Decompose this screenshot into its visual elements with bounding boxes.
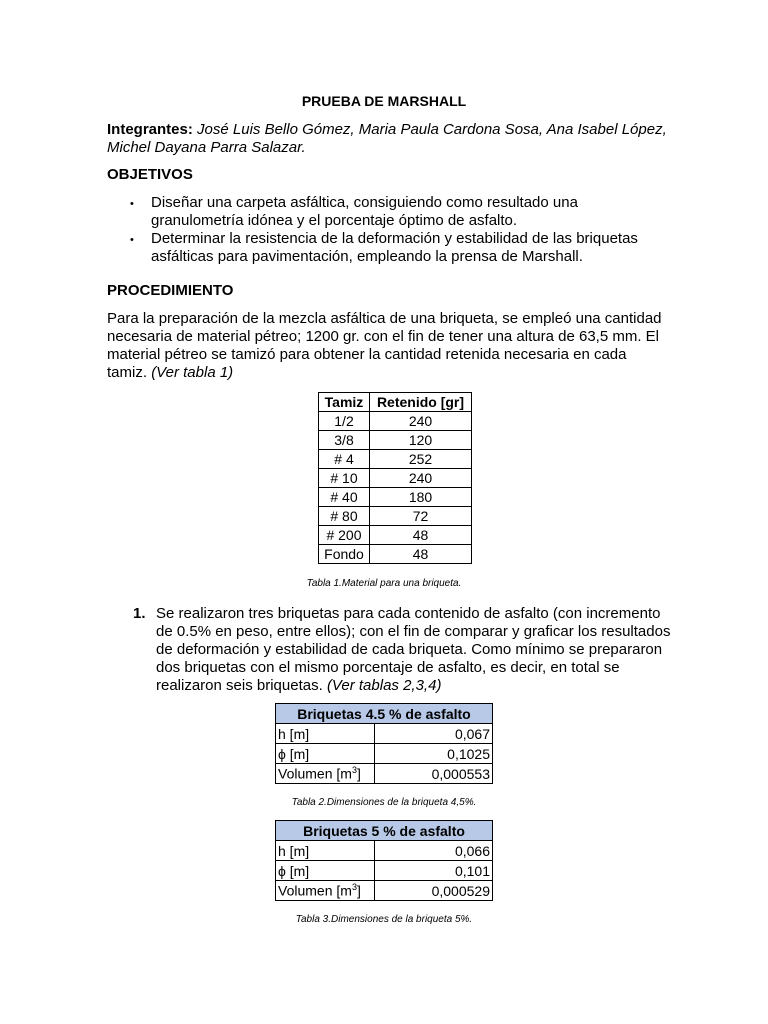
table-cell: 252 xyxy=(370,450,472,469)
objetivo-text: Diseñar una carpeta asfáltica, consiguiendo como resultado una granulometría idónea y el porcentaje óptimo de asfalto. xyxy=(151,194,578,229)
table-cell: 240 xyxy=(370,412,472,431)
label-exponent: 3 xyxy=(351,765,357,776)
objetivos-heading: OBJETIVOS xyxy=(107,166,193,183)
table-row xyxy=(319,488,472,507)
table-cell-value: 0,1025 xyxy=(375,744,493,764)
table-cell-label: ϕ [m] xyxy=(276,861,375,881)
table-cell-value: 0,101 xyxy=(375,861,493,881)
tabla-1 xyxy=(318,392,472,564)
table-cell-label: h [m] xyxy=(276,724,375,744)
table-cell-label xyxy=(276,764,375,784)
table-header-row xyxy=(276,821,493,841)
integrantes-paragraph xyxy=(107,121,667,157)
table-row xyxy=(276,841,493,861)
label-end: ] xyxy=(356,882,361,899)
table-row xyxy=(319,469,472,488)
procedimiento-paragraph xyxy=(107,310,667,382)
label-exponent: 3 xyxy=(351,882,357,893)
table-header-cell: Briquetas 5 % de asfalto xyxy=(276,821,493,841)
table-header-cell: Tamiz xyxy=(319,393,370,412)
table-cell-label: h [m] xyxy=(276,841,375,861)
table-header-row xyxy=(276,704,493,724)
table-header-cell: Retenido [gr] xyxy=(370,393,472,412)
table-cell: 1/2 xyxy=(319,412,370,431)
table-row xyxy=(319,450,472,469)
tabla-1-caption: Tabla 1.Material para una briqueta. xyxy=(306,578,462,589)
procedimiento-ref: (Ver tabla 1) xyxy=(151,364,234,381)
label-end: ] xyxy=(356,765,361,782)
table-cell: 3/8 xyxy=(319,431,370,450)
procedimiento-heading: PROCEDIMIENTO xyxy=(107,282,234,299)
bullet-icon: • xyxy=(130,234,134,246)
table-cell: # 80 xyxy=(319,507,370,526)
table-cell: 180 xyxy=(370,488,472,507)
table-row xyxy=(319,431,472,450)
table-cell: # 200 xyxy=(319,526,370,545)
table-row xyxy=(276,724,493,744)
integrantes-names: José Luis Bello Gómez, Maria Paula Cardona Sosa, Ana Isabel López, Michel Dayana Parra Salazar. xyxy=(107,121,667,156)
bullet-icon: • xyxy=(130,198,134,210)
table-row xyxy=(319,526,472,545)
table-row xyxy=(276,881,493,901)
step-paragraph xyxy=(156,605,676,695)
table-header-cell: Briquetas 4.5 % de asfalto xyxy=(276,704,493,724)
table-cell-value: 0,000553 xyxy=(375,764,493,784)
procedimiento-text: Para la preparación de la mezcla asfáltica de una briqueta, se empleó una cantidad necesaria de material pétreo; 1200 gr. con el fin de tener una altura de 63,5 mm. El material pétreo se tamizó para obtener la cantidad retenida necesaria en cada tamiz. xyxy=(107,310,662,381)
step-ref: (Ver tablas 2,3,4) xyxy=(326,677,442,694)
table-row xyxy=(319,545,472,564)
table-row xyxy=(319,507,472,526)
table-row xyxy=(276,744,493,764)
table-row xyxy=(276,764,493,784)
table-cell-label: ϕ [m] xyxy=(276,744,375,764)
objetivo-text: Determinar la resistencia de la deformación y estabilidad de las briquetas asfálticas para pavimentación, empleando la prensa de Marshall. xyxy=(151,230,638,265)
tabla-2-caption: Tabla 2.Dimensiones de la briqueta 4,5%. xyxy=(291,797,477,808)
table-cell-value: 0,066 xyxy=(375,841,493,861)
objetivo-item xyxy=(107,194,667,230)
integrantes-label: Integrantes: xyxy=(107,121,193,138)
table-cell: 72 xyxy=(370,507,472,526)
label-base: Volumen [m xyxy=(278,882,352,899)
table-row xyxy=(276,861,493,881)
step-text: Se realizaron tres briquetas para cada contenido de asfalto (con incremento de 0.5% en peso, entre ellos); con el fin de comparar y graficar los resultados de deformación y estabilidad de cada briqueta. Como mínimo se prepararon dos briquetas con el mismo porcentaje de asfalto, es decir, en total se realizaron seis briquetas. xyxy=(156,605,671,694)
table-cell-value: 0,067 xyxy=(375,724,493,744)
objetivos-list xyxy=(107,194,667,266)
objetivo-item xyxy=(107,230,667,266)
table-header-row xyxy=(319,393,472,412)
table-cell-label xyxy=(276,881,375,901)
table-cell: Fondo xyxy=(319,545,370,564)
tabla-2 xyxy=(275,703,493,784)
table-row xyxy=(319,412,472,431)
document-title: PRUEBA DE MARSHALL xyxy=(301,93,467,109)
label-base: Volumen [m xyxy=(278,765,352,782)
table-cell-value: 0,000529 xyxy=(375,881,493,901)
tabla-3 xyxy=(275,820,493,901)
table-cell: 48 xyxy=(370,545,472,564)
tabla-3-caption: Tabla 3.Dimensiones de la briqueta 5%. xyxy=(295,914,473,925)
table-cell: 240 xyxy=(370,469,472,488)
step-number: 1. xyxy=(133,605,146,622)
table-cell: # 40 xyxy=(319,488,370,507)
table-cell: # 4 xyxy=(319,450,370,469)
table-cell: 120 xyxy=(370,431,472,450)
table-cell: 48 xyxy=(370,526,472,545)
table-cell: # 10 xyxy=(319,469,370,488)
